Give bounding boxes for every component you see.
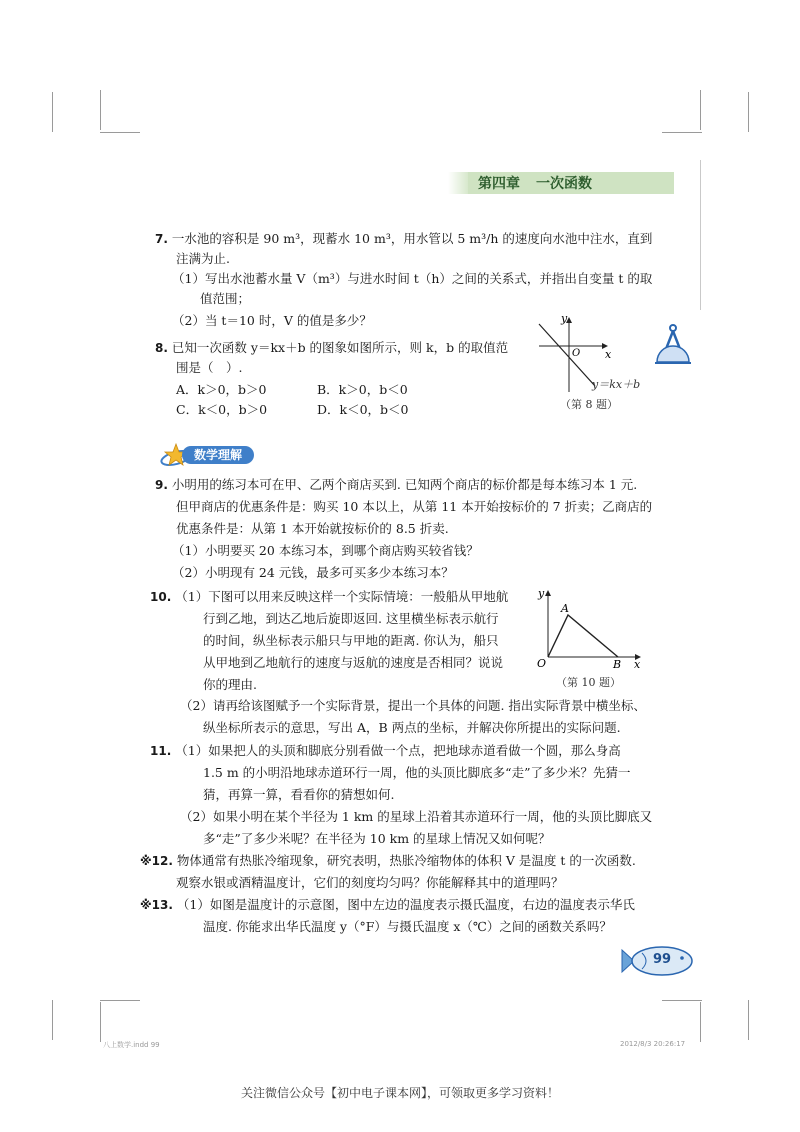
q10-y-label: y xyxy=(538,587,545,600)
q10-line5: 你的理由. xyxy=(203,677,257,692)
q10-graph xyxy=(528,585,648,671)
q11-part2-cont: 多“走”了多少米呢？在半径为 10 km 的星球上情况又如何呢？ xyxy=(203,831,551,846)
q8-line-label: y＝kx＋b xyxy=(592,378,641,391)
q7-line2: 注满为止. xyxy=(176,251,230,266)
crop-mark xyxy=(100,132,140,133)
q11-part2: （2）如果小明在某个半径为 1 km 的星球上沿着其赤道环行一周，他的头顶比脚底又 xyxy=(180,809,653,824)
q8-option-d: D．k＜0，b＜0 xyxy=(317,402,409,417)
crop-mark xyxy=(52,1000,53,1040)
q11-number: 11. xyxy=(150,744,172,758)
q9-number: 9. xyxy=(155,478,168,492)
chapter-header-band xyxy=(468,172,674,194)
q10-a-label: A xyxy=(561,602,569,615)
q10-text-1: （1）下图可以用来反映这样一个实际情境：一般船从甲地航 xyxy=(175,589,509,604)
q10-path xyxy=(548,615,618,657)
q10-line4: 从甲地到乙地航行的速度与返航的速度是否相同？说说 xyxy=(203,655,504,670)
q10-part2: （2）请再给该图赋予一个实际背景，提出一个具体的问题. 指出实际背景中横坐标、 xyxy=(180,698,646,713)
page-number-badge xyxy=(620,944,696,978)
q13-number: ※13. xyxy=(140,898,173,912)
q8-option-c: C．k＜0，b＞0 xyxy=(176,402,268,417)
q12-line1 xyxy=(140,853,636,869)
q7-text-1: 一水池的容积是 90 m³，现蓄水 10 m³，用水管以 5 m³/h 的速度向水池中注水，直到 xyxy=(171,231,653,246)
q7-part1-cont: 值范围； xyxy=(200,291,251,306)
crop-mark xyxy=(100,90,101,130)
print-file-info: 八上数学.indd 99 xyxy=(103,1041,160,1049)
q9-line2: 但甲商店的优惠条件是：购买 10 本以上，从第 11 本开始按标价的 7 折卖；乙商店的 xyxy=(176,499,653,514)
q8-origin-label: O xyxy=(572,348,581,359)
q12-number: ※12. xyxy=(140,854,173,868)
print-timestamp: 2012/8/3 20:26:17 xyxy=(620,1040,686,1048)
crop-mark xyxy=(700,1002,701,1042)
chapter-header xyxy=(448,172,674,194)
crop-mark xyxy=(52,92,53,132)
crop-mark xyxy=(662,1000,702,1001)
crop-mark xyxy=(748,92,749,132)
page-number: 99 xyxy=(652,952,672,967)
q7-part2: （2）当 t＝10 时，V 的值是多少？ xyxy=(172,313,372,328)
section-badge xyxy=(160,442,260,468)
q11-text-1: （1）如果把人的头顶和脚底分别看做一个点，把地球赤道看做一个圆，那么身高 xyxy=(175,743,621,758)
q12-text-1: 物体通常有热胀冷缩现象，研究表明，热胀冷缩物体的体积 V 是温度 t 的一次函数. xyxy=(176,853,636,868)
q10-number: 10. xyxy=(150,590,172,604)
q9-text-1: 小明用的练习本可在甲、乙两个商店买到. 已知两个商店的标价都是每本练习本 1 元. xyxy=(171,477,638,492)
chapter-header-fade xyxy=(448,172,468,194)
q10-x-label: x xyxy=(634,658,641,671)
q9-part2: （2）小明现有 24 元钱，最多可买多少本练习本？ xyxy=(172,565,454,580)
q7-part1: （1）写出水池蓄水量 V（m³）与进水时间 t（h）之间的关系式，并指出自变量 t 的取 xyxy=(172,271,653,286)
section-label: 数学理解 xyxy=(182,446,254,464)
q13-text-1: （1）如图是温度计的示意图，图中左边的温度表示摄氏温度，右边的温度表示华氏 xyxy=(176,897,635,912)
q9-line3: 优惠条件是：从第 1 本开始就按标价的 8.5 折卖. xyxy=(176,521,449,536)
q10-line3: 的时间，纵坐标表示船只与甲地的距离. 你认为，船只 xyxy=(203,633,499,648)
q8-y-label: y xyxy=(561,312,568,325)
q11-line3: 猜，再算一算，看看你的猜想如何. xyxy=(203,787,395,802)
q12-line2: 观察水银或酒精温度计，它们的刻度均匀吗？你能解释其中的道理吗？ xyxy=(176,875,564,890)
q8-text-1: 已知一次函数 y＝kx＋b 的图象如图所示，则 k，b 的取值范 xyxy=(171,340,509,355)
q8-line1 xyxy=(155,340,508,356)
chapter-title: 一次函数 xyxy=(536,176,592,192)
q7-number: 7. xyxy=(155,232,168,246)
q8-graph-caption: （第 8 题） xyxy=(560,398,618,411)
crop-mark xyxy=(100,1002,101,1042)
q8-option-a: A．k＞0，b＞0 xyxy=(176,382,267,397)
margin-line xyxy=(700,160,701,310)
q8-number: 8. xyxy=(155,341,168,355)
q10-graph-caption: （第 10 题） xyxy=(556,676,621,689)
crop-mark xyxy=(748,1000,749,1040)
q13-line1 xyxy=(140,897,635,913)
q10-origin-label: O xyxy=(537,657,547,670)
q8-line2: 围是（ ）. xyxy=(176,360,243,375)
q13-line2: 温度. 你能求出华氏温度 y（°F）与摄氏温度 x（℃）之间的函数关系吗？ xyxy=(203,919,612,934)
crop-mark xyxy=(662,132,702,133)
q11-line1 xyxy=(150,743,621,759)
footer-note: 关注微信公众号【初中电子课本网】，可领取更多学习资料！ xyxy=(240,1086,559,1100)
q8-function-line xyxy=(539,324,595,386)
crop-mark xyxy=(100,1000,140,1001)
q8-option-b: B．k＞0，b＜0 xyxy=(317,382,408,397)
q11-line2: 1.5 m 的小明沿地球赤道环行一周，他的头顶比脚底多“走”了多少米？先猜一 xyxy=(203,765,631,780)
chapter-number: 第四章 xyxy=(478,176,520,192)
q7-line1 xyxy=(155,231,652,247)
q8-x-label: x xyxy=(605,348,612,361)
compass-icon xyxy=(652,322,694,368)
q9-line1 xyxy=(155,477,637,493)
q9-part1: （1）小明要买 20 本练习本，到哪个商店购买较省钱？ xyxy=(172,543,479,558)
q10-part2-cont: 纵坐标所表示的意思，写出 A，B 两点的坐标，并解决你所提出的实际问题. xyxy=(203,720,621,735)
q10-b-label: B xyxy=(613,658,622,671)
crop-mark xyxy=(700,90,701,130)
q10-line2: 行到乙地，到达乙地后旋即返回. 这里横坐标表示航行 xyxy=(203,611,499,626)
q10-line1 xyxy=(150,589,508,605)
